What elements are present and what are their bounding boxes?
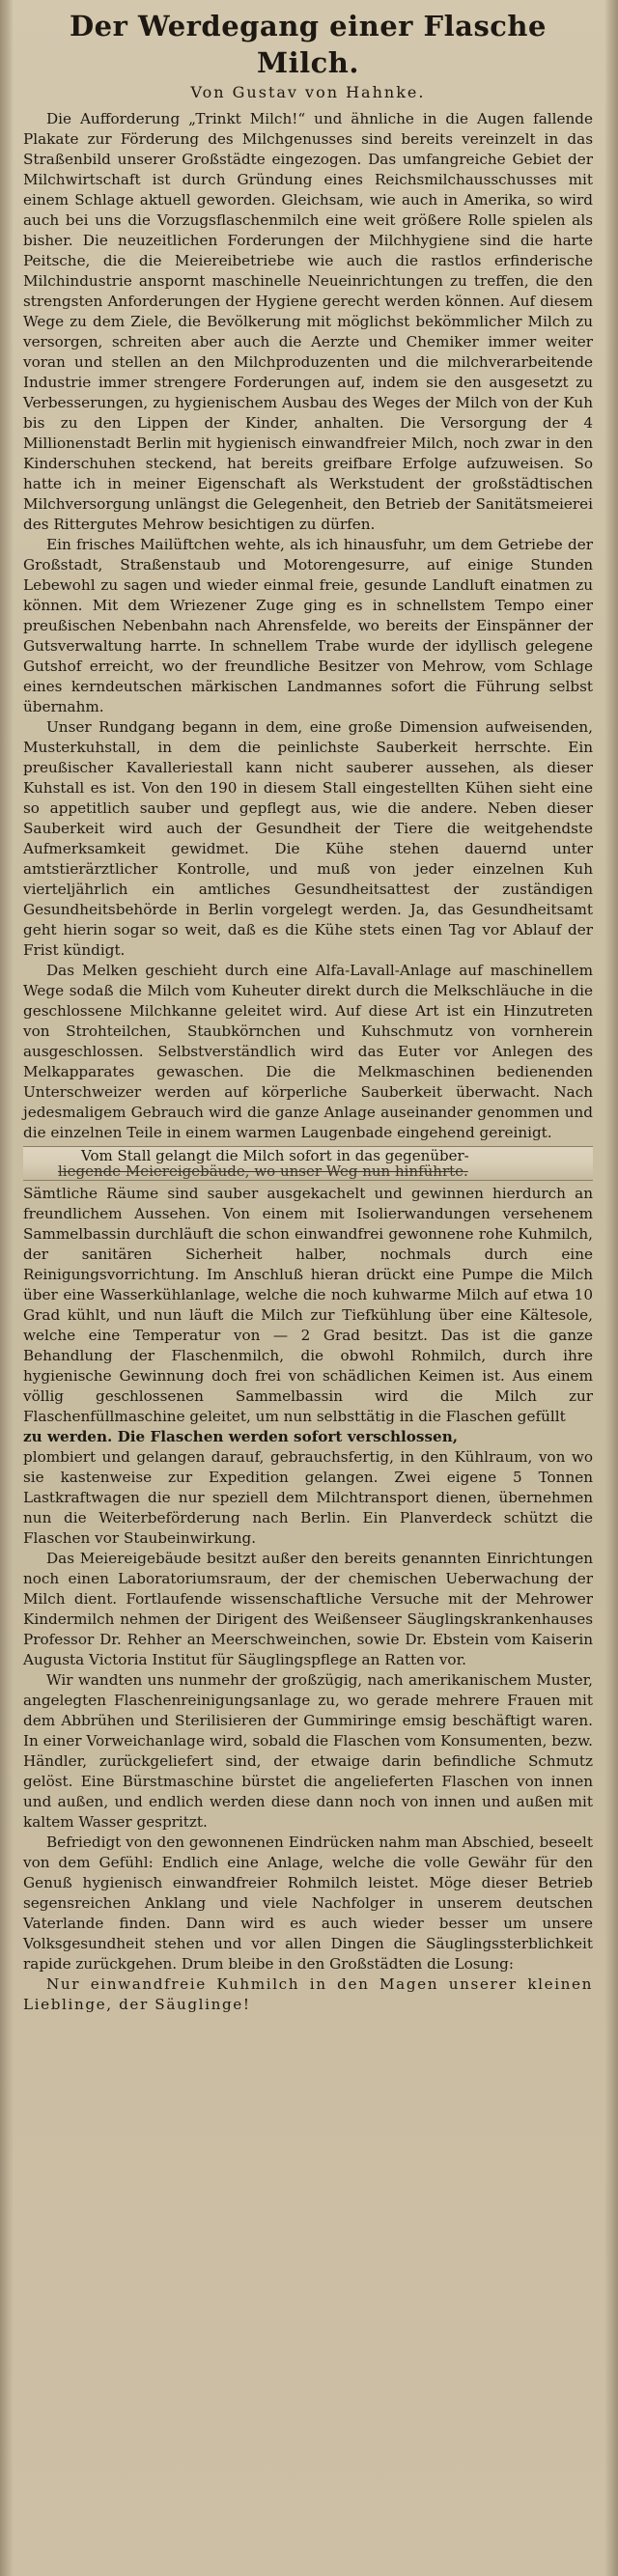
paragraph-transport: plombiert und gelangen darauf, gebrauchsfertig, in den Kühlraum, von wo sie kastenweise zur Expedition gelangen. Zwei eigene 5 Tonnen Lastkraftwagen die nur speziell dem Milchtransport dienen, übernehmen nun die Weiterbeförderung nach Berlin. Ein Planverdeck schützt die Flaschen vor Staubeinwirkung. bbox=[23, 1448, 593, 1547]
paper-edge-left bbox=[0, 0, 14, 2576]
fold-line-bottom: liegende Meiereigebäude, wo unser Weg nun hinführte. bbox=[58, 1162, 468, 1180]
paragraph-conclusion: Befriedigt von den gewonnenen Eindrücken nahm man Abschied, beseelt von dem Gefühl: Endlich eine Anlage, welche die volle Gewähr für den Genuß hygienisch einwandfreier Rohmilch leistet. Möge dieser Betrieb segensreichen Anklang und viele Nachfolger in unserem deutschen Vaterlande finden. Dann wird es auch wieder besser um unsere Volksgesundheit stehen und vor allen Dingen die Säuglingssterblichkeit rapide zurückgehen. Drum bleibe in den Großstädten die Losung: bbox=[23, 1834, 593, 1973]
paragraph-cowshed: Unser Rundgang begann in dem, eine große Dimension aufweisenden, Musterkuhstall, in dem die peinlichste Sauberkeit herrschte. Ein preußischer Kavalleriestall kann nicht sauberer aussehen, als dieser Kuhstall es ist. Von den 190 in diesem Stall eingestellten Kühen sieht eine so appetitlich sauber und gepflegt aus, wie die andere. Neben dieser Sauberkeit wird auch der Gesundheit der Tiere die weitgehendste Aufmerksamkeit gewidmet. Die Kühe stehen dauernd unter amtstierärztlicher Kontrolle, und muß von jeder einzelnen Kuh vierteljährlich ein amtliches Gesundheitsattest der zuständigen Gesundheitsbehörde in Berlin vorgelegt werden. Ja, das Gesundheitsamt geht hierin sogar so weit, daß es die Kühe stets einen Tag vor Ablauf der Frist kündigt. bbox=[23, 718, 593, 959]
article-byline: Von Gustav von Hahnke. bbox=[190, 83, 426, 101]
paragraph-laboratory: Das Meiereigebäude besitzt außer den bereits genannten Einrichtungen noch einen Laboratoriumsraum, der der chemischen Ueberwachung der Milch dient. Fortlaufende wissenschaftliche Versuche mit der Mehrower Kindermilch nehmen der Dirigent des Weißenseer Säuglingskrankenhauses Professor Dr. Rehher an Meerschweinchen, sowie Dr. Ebstein vom Kaiserin Augusta Victoria Institut für Säuglingspflege an Ratten vor. bbox=[23, 1550, 593, 1668]
paragraph-dairy-rooms: Sämtliche Räume sind sauber ausgekachelt und gewinnen hierdurch an freundlichem Aussehen. Von einem mit Isolierwandungen versehenem Sammelbassin durchläuft die schon einwandfrei gewonnene rohe Kuhmilch, der sanitären Sicherheit halber, nochmals durch eine Reinigungsvorrichtung. Im Anschluß hieran drückt eine Pumpe die Milch über eine Wasserkühlanlage, welche die noch kuhwarme Milch auf etwa 10 Grad kühlt, und nun läuft die Milch zur Tiefkühlung über eine Kältesole, welche eine Temperatur von — 2 Grad besitzt. Das ist die ganze Behandlung der Flaschenmilch, die obwohl Rohmilch, durch ihre hygienische Gewinnung doch frei von schädlichen Keimen ist. Aus einem völlig geschlossenen Sammelbassin wird die Milch zur Flaschenfüllmaschine geleitet, um nun selbsttätig in die Flaschen gefüllt bbox=[23, 1185, 593, 1425]
paper-fold-crease bbox=[23, 1146, 593, 1181]
article-title: Der Werdegang einer Flasche Milch. bbox=[70, 10, 547, 79]
bold-sentence: zu werden. Die Flaschen werden sofort verschlossen, bbox=[23, 1428, 459, 1445]
paragraph-milking: Das Melken geschieht durch eine Alfa-Lavall-Anlage auf maschinellem Wege sodaß die Milch vom Kuheuter direkt durch die Melkschläuche in die geschlossene Milchkanne geleitet wird. Auf diese Art ist ein Hinzutreten von Strohteilchen, Staubkörnchen und Kuhschmutz von vornherein ausgeschlossen. Selbstverständlich wird das Euter vor Anlegen des Melkapparates gewaschen. Die die Melkmaschinen bedienenden Unterschweizer werden auf körperliche Sauberkeit überwacht. Nach jedesmaligem Gebrauch wird die ganze Anlage auseinander genommen und die einzelnen Teile in einem warmen Laugenbade eingehend gereinigt. bbox=[23, 962, 593, 1141]
paragraph-journey: Ein frisches Mailüftchen wehte, als ich hinausfuhr, um dem Getriebe der Großstadt, Straßenstaub und Motorengesurre, auf einige Stunden Lebewohl zu sagen und wieder einmal freie, gesunde Landluft einatmen zu können. Mit dem Wriezener Zuge ging es in schnellstem Tempo einer preußischen Nebenbahn nach Ahrensfelde, wo bereits der Einspänner der Gutsverwaltung harrte. In schnellem Trabe wurde der idyllisch gelegene Gutshof erreicht, wo der freundliche Besitzer von Mehrow, vom Schlage eines kerndeutschen märkischen Landmannes sofort die Führung selbst übernahm. bbox=[23, 536, 593, 715]
paragraph-intro: Die Aufforderung „Trinkt Milch!“ und ähnliche in die Augen fallende Plakate zur Förderung des Milchgenusses sind bereits vereinzelt in das Straßenbild unserer Großstädte eingezogen. Das umfangreiche Gebiet der Milchwirtschaft ist durch Gründung eines Reichsmilchausschusses mit einem Schlage aktuell geworden. Gleichsam, wie auch in Amerika, so wird auch bei uns die Vorzugsflaschenmilch eine weit größere Rolle spielen als bisher. Die neuzeitlichen Forderungen der Milchhygiene sind die harte Peitsche, die die Meiereibetriebe wie auch die rastlos erfinderische Milchindustrie anspornt maschinelle Neueinrichtungen zu treffen, die den strengsten Anforderungen der Hygiene gerecht werden können. Auf diesem Wege zu dem Ziele, die Bevölkerung mit möglichst bekömmlicher Milch zu versorgen, schreiten aber auch die Aerzte und Chemiker immer weiter voran und stellen an den Milchproduzenten und die milchverarbeitende Industrie immer strengere Forderungen auf, indem sie den ausgesetzt zu Verbesserungen, zu hygienischem Ausbau des Weges der Milch von der Kuh bis zu den Lippen der Kinder, anhalten. Die Versorgung der 4 Millionenstadt Berlin mit hygienisch einwandfreier Milch, noch zwar in den Kinderschuhen steckend, hat bereits greifbare Erfolge aufzuweisen. So hatte ich in meiner Eigenschaft als Werkstudent der großstädtischen Milchversorgung unlängst die Gelegenheit, den Betrieb der Sanitätsmeierei des Rittergutes Mehrow besichtigen zu dürfen. bbox=[23, 110, 593, 533]
closing-slogan: Nur einwandfreie Kuhmilch in den Magen unserer kleinen Lieblinge, der Säuglinge! bbox=[23, 1975, 593, 2013]
paragraph-bottle-cleaning: Wir wandten uns nunmehr der großzügig, nach amerikanischem Muster, angelegten Flaschenreinigungsanlage zu, wo gerade mehrere Frauen mit dem Abbrühen und Sterilisieren der Gummiringe emsig beschäftigt waren. In einer Vorweichanlage wird, sobald die Flaschen vom Konsumenten, bezw. Händler, zurückgeliefert sind, der etwaige darin befindliche Schmutz gelöst. Eine Bürstmaschine bürstet die angelieferten Flaschen von innen und außen, und endlich werden diese dann noch von innen und außen mit kaltem Wasser gespritzt. bbox=[23, 1671, 593, 1831]
fold-line-top: Vom Stall gelangt die Milch sofort in das gegenüber- bbox=[81, 1147, 469, 1164]
paper-edge-right bbox=[604, 0, 618, 2576]
